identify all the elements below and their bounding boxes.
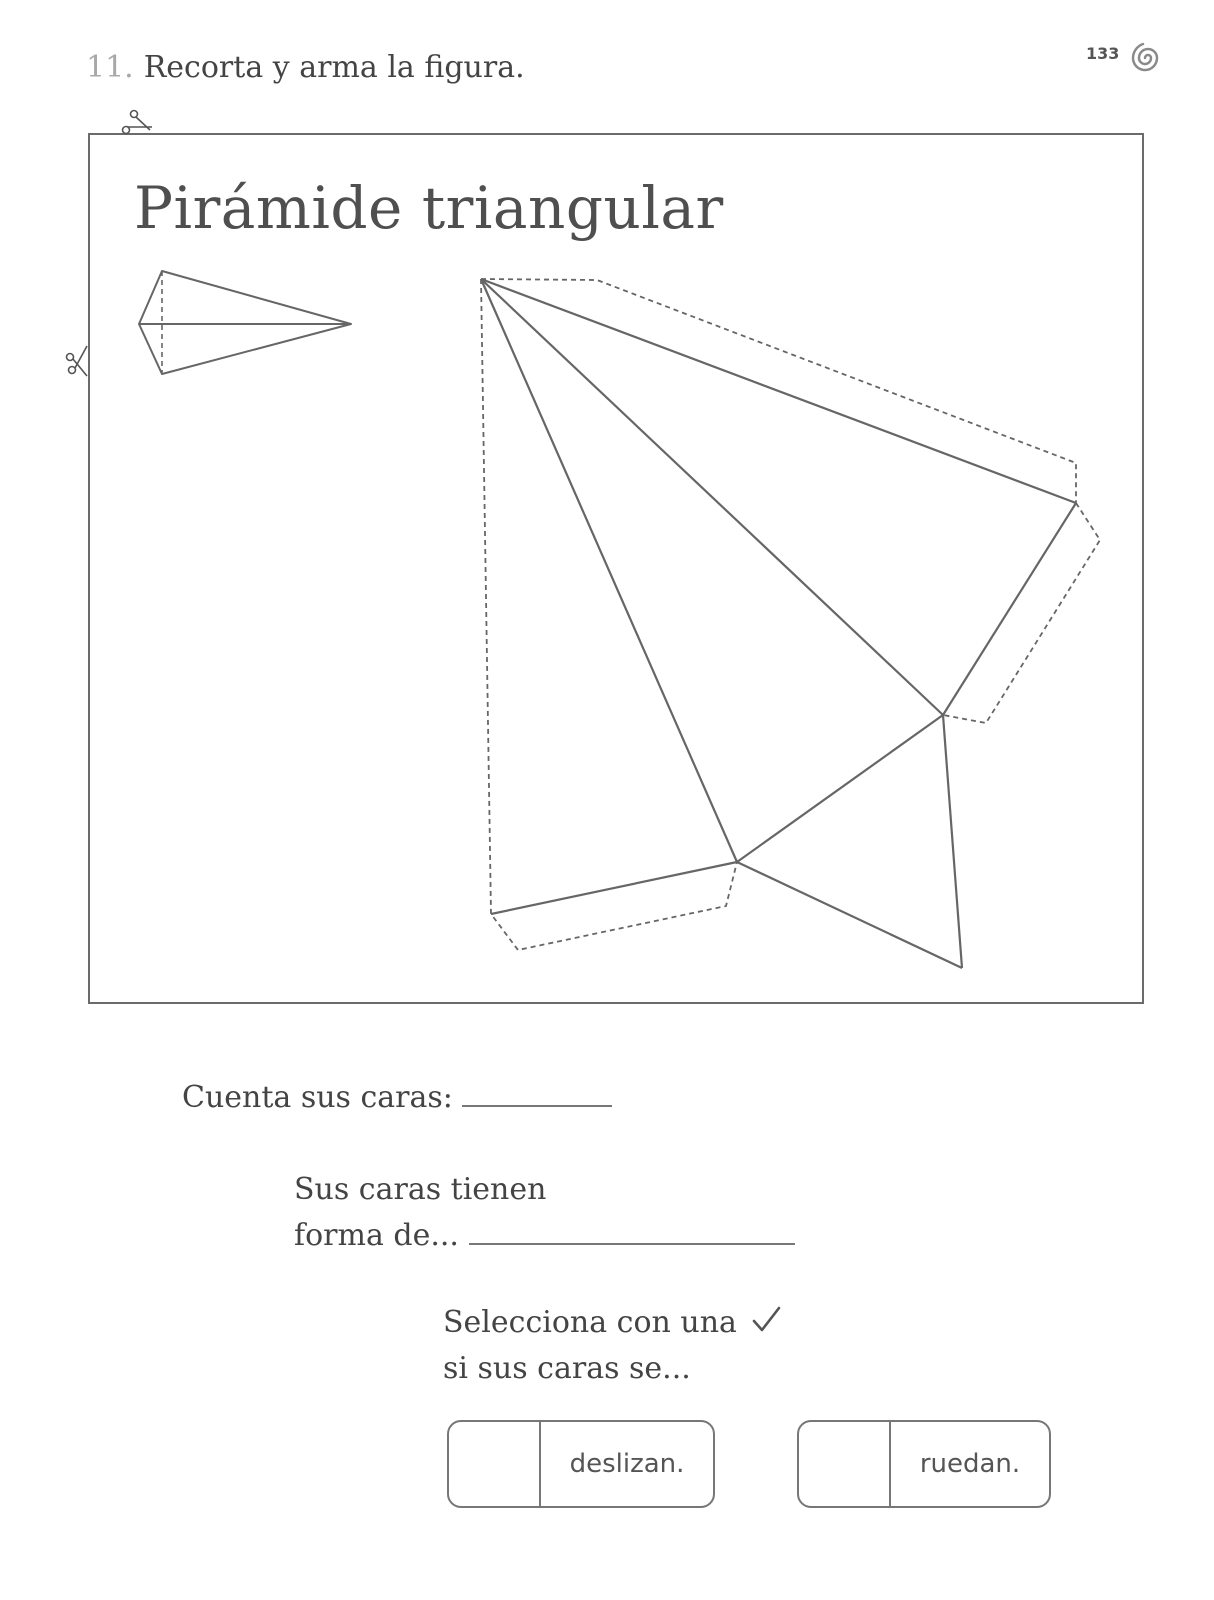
face-shape-line1: Sus caras tienen: [294, 1172, 547, 1207]
choice-slide-label: deslizan.: [569, 1449, 685, 1479]
pyramid-3d-illustration: [139, 271, 351, 374]
question-select: [443, 1300, 782, 1392]
choice-roll-label: ruedan.: [919, 1449, 1021, 1479]
exercise-number: 11.: [86, 50, 134, 85]
select-line1: Selecciona con una: [443, 1305, 737, 1340]
scissors-icon: [67, 346, 88, 376]
exercise-instruction: Recorta y arma la figura.: [143, 50, 525, 85]
choice-roll: [797, 1420, 1051, 1508]
choice-slide: [447, 1420, 715, 1508]
count-faces-answer-line[interactable]: [462, 1075, 612, 1107]
count-faces-label: Cuenta sus caras:: [182, 1080, 453, 1115]
scissors-icon: [123, 111, 153, 134]
figure-title: Pirámide triangular: [134, 174, 724, 242]
face-shape-line2: forma de...: [294, 1218, 459, 1253]
question-count-faces: [182, 1075, 612, 1121]
face-shape-answer-line[interactable]: [469, 1213, 795, 1245]
checkbox-slide[interactable]: [449, 1422, 541, 1506]
select-line2: si sus caras se...: [443, 1351, 691, 1386]
page-number: 133: [1086, 44, 1120, 63]
question-face-shape: [294, 1167, 795, 1259]
pyramid-net-faces: [481, 279, 1076, 968]
checkbox-roll[interactable]: [799, 1422, 891, 1506]
checkmark-icon: [750, 1304, 782, 1336]
